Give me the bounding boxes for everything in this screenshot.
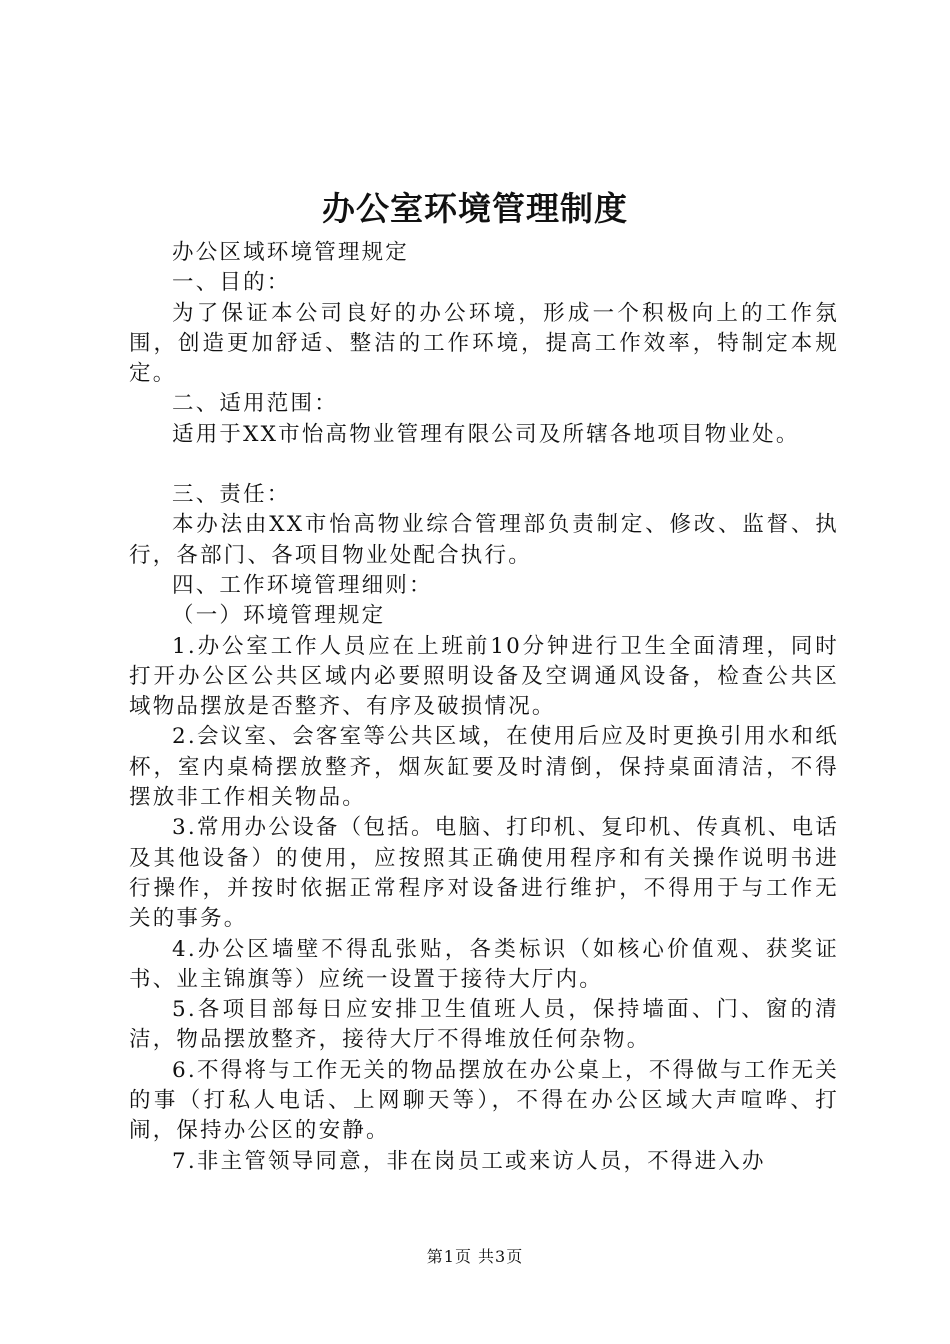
paragraph: 适用于XX市怡高物业管理有限公司及所辖各地项目物业处。 <box>172 421 800 447</box>
list-item: 6.不得将与工作无关的物品摆放在办公桌上，不得做与工作无关的事（打私人电话、上网聊天等），不得在办公区域大声喧哗、打闹，保持办公区的安静。 <box>129 1057 839 1144</box>
section-heading: 二、适用范围： <box>172 391 338 417</box>
section-heading: 办公区域环境管理规定 <box>172 240 410 265</box>
list-item: 4.办公区墙壁不得乱张贴，各类标识（如核心价值观、获奖证书、业主锦旗等）应统一设置于接待大厅内。 <box>129 936 839 992</box>
list-item: 1.办公室工作人员应在上班前10分钟进行卫生全面清理，同时打开办公区公共区域内必要照明设备及空调通风设备，检查公共区域物品摆放是否整齐、有序及破损情况。 <box>129 633 839 720</box>
document-body <box>129 238 839 1177</box>
paragraph: 本办法由XX市怡高物业综合管理部负责制定、修改、监督、执行，各部门、各项目物业处配合执行。 <box>129 512 839 568</box>
section-heading: 一、目的： <box>172 270 291 296</box>
page-footer: 第1页 共3页 <box>426 1247 524 1266</box>
list-item: 5.各项目部每日应安排卫生值班人员，保持墙面、门、窗的清洁，物品摆放整齐，接待大厅不得堆放任何杂物。 <box>129 997 839 1053</box>
document-title: 办公室环境管理制度 <box>322 189 628 228</box>
list-item: 2.会议室、会客室等公共区域，在使用后应及时更换引用水和纸杯，室内桌椅摆放整齐，烟灰缸要及时清倒，保持桌面清洁，不得摆放非工作相关物品。 <box>129 724 839 811</box>
list-item: 7.非主管领导同意，非在岗员工或来访人员，不得进入办 <box>172 1148 766 1174</box>
list-item: 3.常用办公设备（包括。电脑、打印机、复印机、传真机、电话及其他设备）的使用，应按照其正确使用程序和有关操作说明书进行操作，并按时依据正常程序对设备进行维护，不得用于与工作无关的事务。 <box>129 815 839 932</box>
paragraph: 为了保证本公司良好的办公环境，形成一个积极向上的工作氛围，创造更加舒适、整洁的工作环境，提高工作效率，特制定本规定。 <box>129 300 839 387</box>
sub-heading: （一）环境管理规定 <box>172 603 386 629</box>
section-heading: 三、责任： <box>172 482 291 508</box>
section-heading: 四、工作环境管理细则： <box>172 572 433 598</box>
